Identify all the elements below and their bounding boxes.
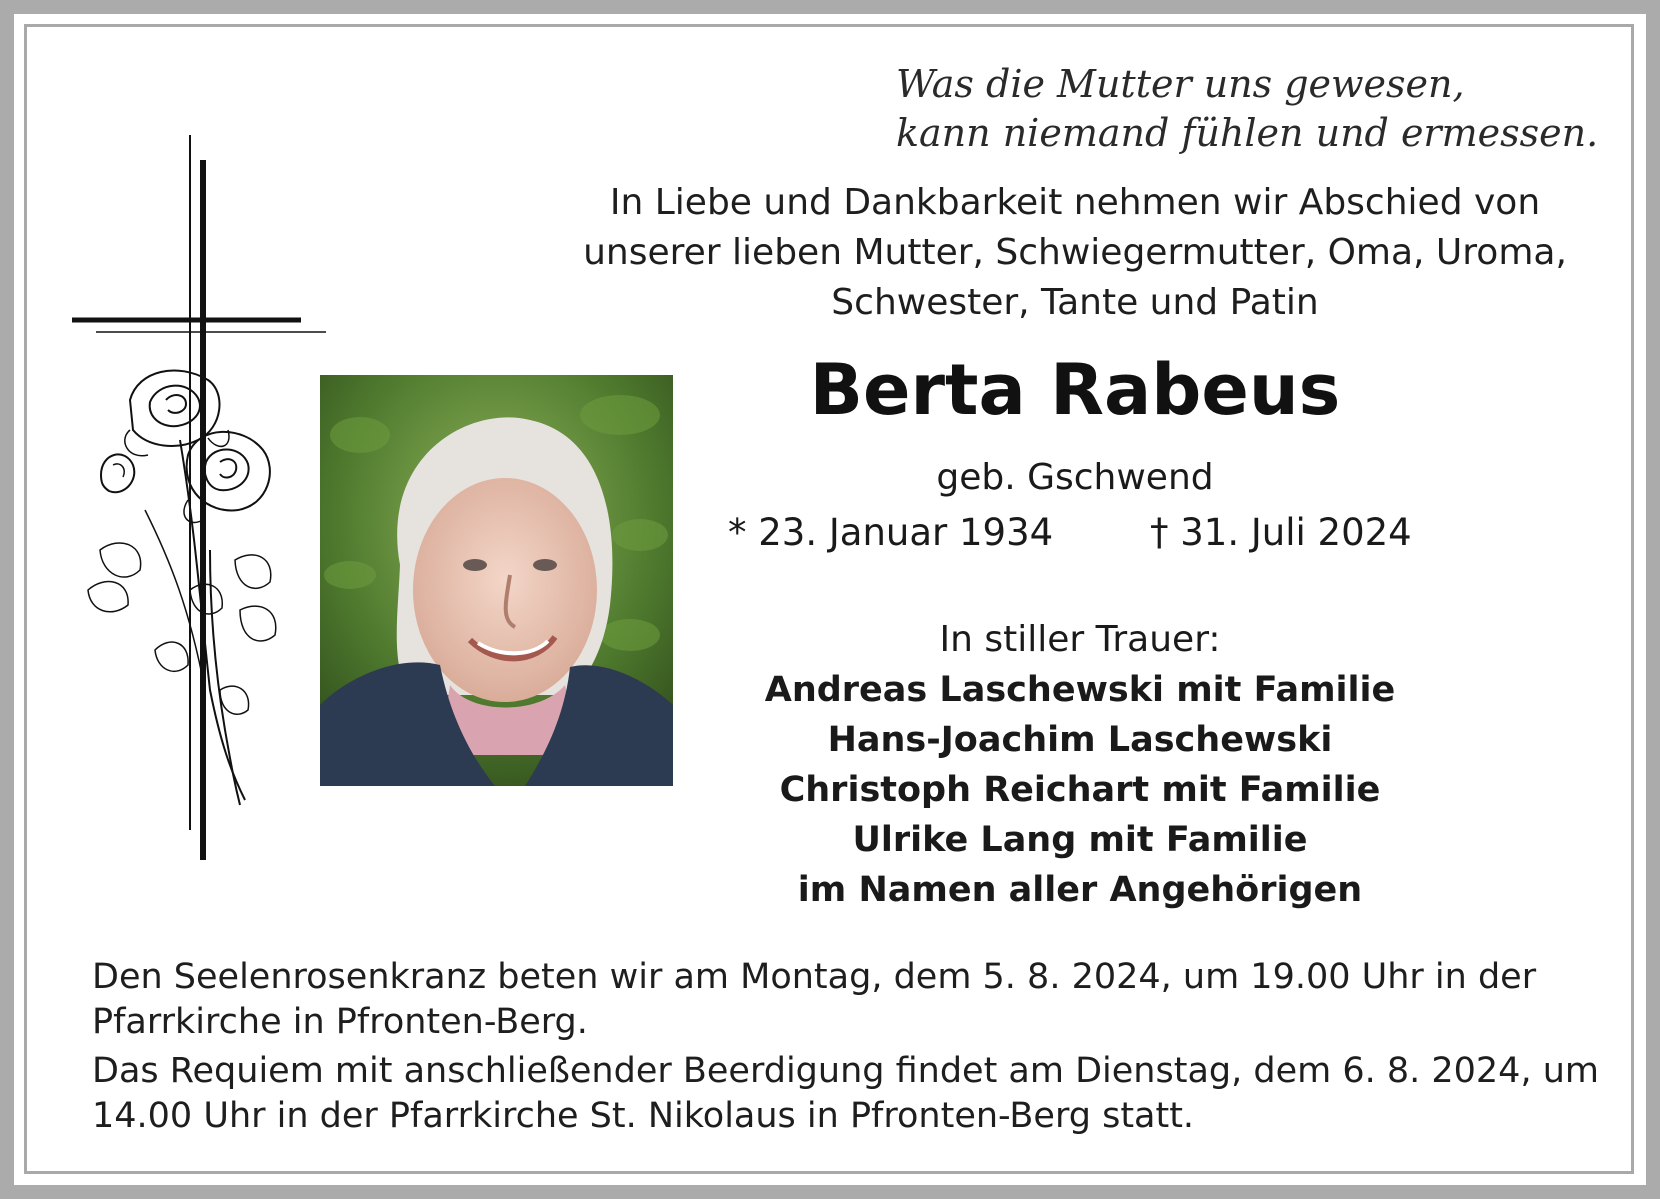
deceased-name: Berta Rabeus [809,349,1341,431]
birth-date: * 23. Januar 1934 [728,511,1054,554]
mourner-name: im Namen aller Angehörigen [797,870,1363,910]
death-date: † 31. Juli 2024 [1150,511,1412,554]
intro-line: Schwester, Tante und Patin [831,282,1319,323]
intro-text [560,178,1590,328]
mourners-list [700,615,1460,915]
portrait-photo [320,375,673,786]
mourner-name: Ulrike Lang mit Familie [852,820,1308,860]
verse [896,60,1616,158]
verse-line: kann niemand fühlen und ermessen. [896,111,1599,155]
cross-with-roses-icon [60,130,340,870]
mourners-heading: In stiller Trauer: [939,619,1221,660]
intro-line: unserer lieben Mutter, Schwiegermutter, Oma, Uroma, [583,232,1567,273]
service-info [92,955,1612,1143]
mourner-name: Hans-Joachim Laschewski [827,720,1333,760]
mourner-name: Christoph Reichart mit Familie [779,770,1381,810]
requiem-info: Das Requiem mit anschließender Beerdigung findet am Dienstag, dem 6. 8. 2024, um 14.00 Uhr in der Pfarrkirche St. Nikolaus in Pfronten-Berg statt. [92,1051,1599,1136]
mourner-name: Andreas Laschewski mit Familie [764,670,1396,710]
verse-line: Was die Mutter uns gewesen, [896,62,1465,106]
birth-name: geb. Gschwend [936,457,1214,498]
rosary-info: Den Seelenrosenkranz beten wir am Montag, dem 5. 8. 2024, um 19.00 Uhr in der Pfarrkirche in Pfronten-Berg. [92,957,1537,1042]
intro-line: In Liebe und Dankbarkeit nehmen wir Abschied von [609,182,1541,223]
